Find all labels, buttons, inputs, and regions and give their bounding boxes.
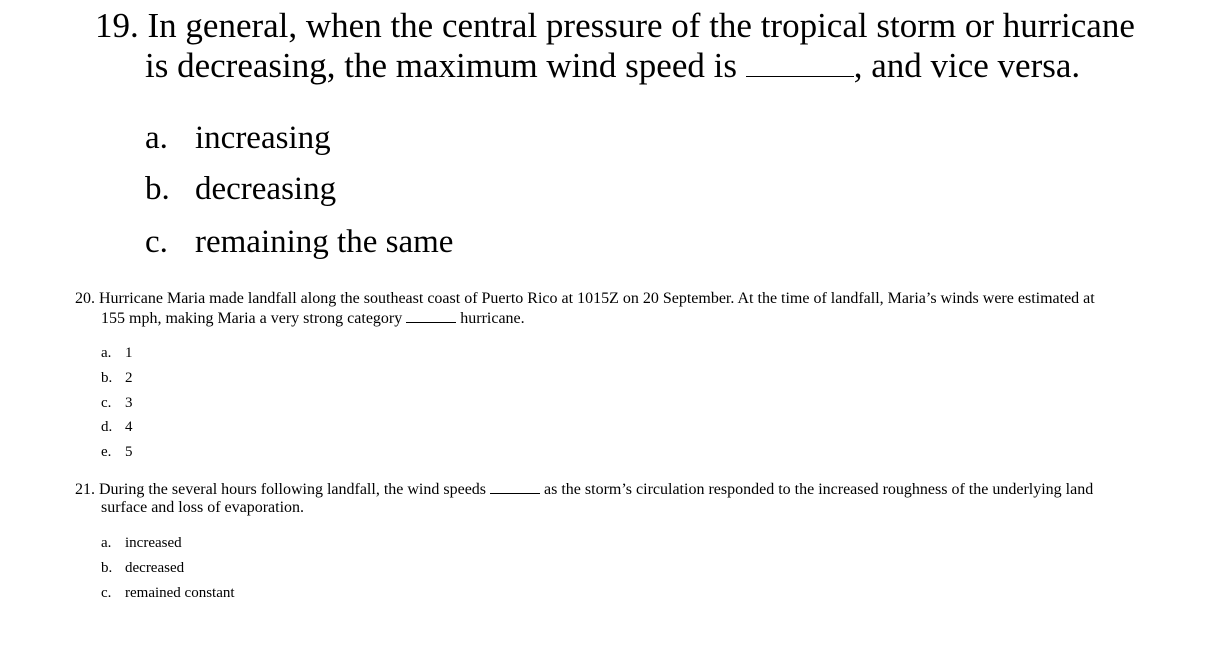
question-21-line-1 [75,479,1093,499]
option-text: decreasing [195,171,337,207]
option-text: decreased [125,560,185,576]
question-text: is decreasing, the maximum wind speed is [145,46,746,85]
option-text: 3 [125,395,133,411]
option-21-c[interactable] [101,584,235,603]
option-20-a[interactable] [101,344,133,363]
option-19-b[interactable] [145,169,336,209]
question-number: 19. [95,6,139,45]
question-number: 21. [75,481,95,498]
option-letter: a. [101,535,112,551]
question-text: During the several hours following landfall, the wind speeds [99,481,491,498]
option-20-d[interactable] [101,418,133,437]
question-text: as the storm’s circulation responded to the increased roughness of the underlying land [540,481,1094,498]
question-number: 20. [75,290,95,307]
option-letter: b. [101,370,113,386]
option-letter: e. [101,444,112,460]
option-19-c[interactable] [145,222,453,262]
option-text: increased [125,535,182,551]
answer-blank [406,308,456,323]
question-text: surface and loss of evaporation. [101,499,305,516]
answer-blank [490,479,540,494]
question-21-line-2 [101,498,304,517]
question-20-line-1 [75,289,1095,308]
option-letter: a. [101,345,112,361]
option-21-b[interactable] [101,559,184,578]
question-text: In general, when the central pressure of the tropical storm or hurricane [147,6,1135,45]
option-20-e[interactable] [101,443,133,462]
question-19-line-2 [145,46,1080,86]
question-20-line-2 [101,308,525,328]
option-20-b[interactable] [101,369,133,388]
option-text: 4 [125,419,133,435]
option-letter: b. [101,560,113,576]
question-19-line-1 [95,6,1135,46]
option-21-a[interactable] [101,534,182,553]
option-letter: a. [145,120,168,156]
question-text: Hurricane Maria made landfall along the southeast coast of Puerto Rico at 1015Z on 20 September. At the time of landfall, Maria’s winds were estimated at [99,290,1095,307]
option-text: remained constant [125,585,235,601]
question-text: hurricane. [456,310,525,327]
question-text: 155 mph, making Maria a very strong category [101,310,407,327]
option-19-a[interactable] [145,118,331,158]
option-letter: c. [101,395,112,411]
option-text: 5 [125,444,133,460]
option-letter: d. [101,419,113,435]
option-letter: c. [101,585,112,601]
option-text: remaining the same [195,224,454,260]
option-text: 1 [125,345,133,361]
option-text: increasing [195,120,331,156]
answer-blank [746,46,854,77]
option-letter: c. [145,224,168,260]
option-20-c[interactable] [101,394,133,413]
question-text: , and vice versa. [853,46,1081,85]
option-text: 2 [125,370,133,386]
option-letter: b. [145,171,170,207]
